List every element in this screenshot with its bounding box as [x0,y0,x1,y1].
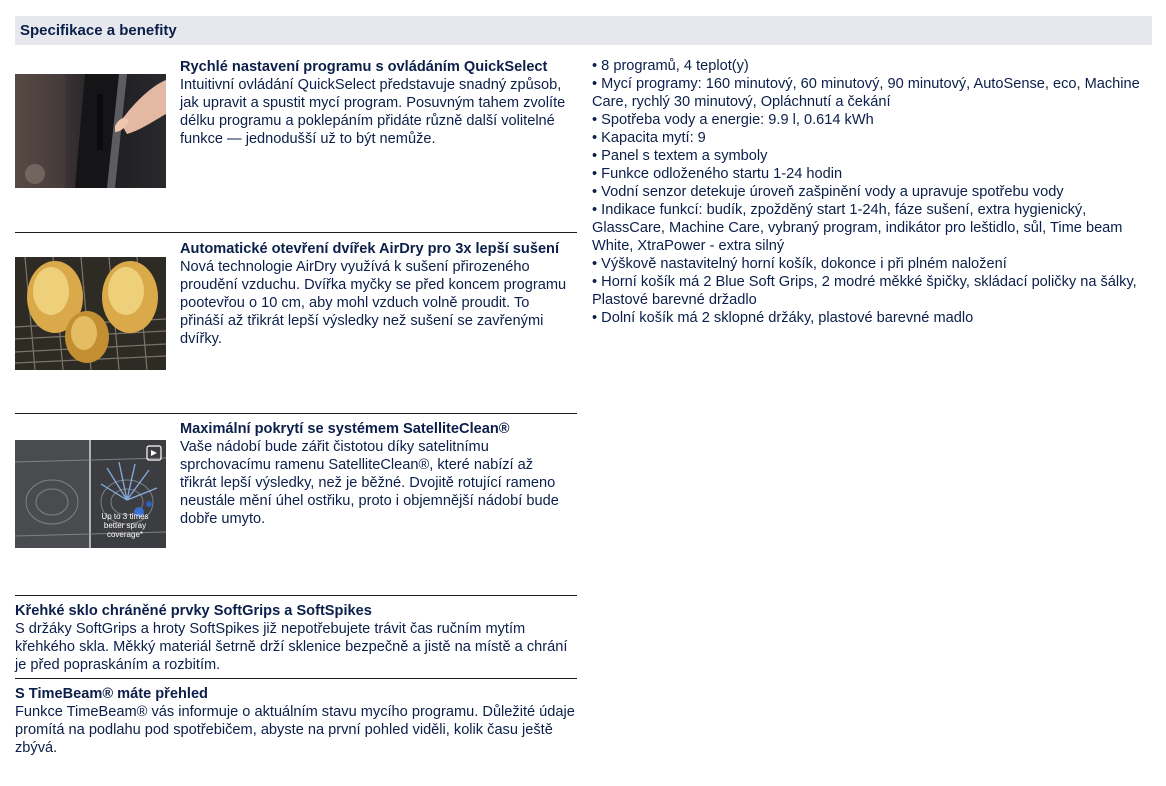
feature-softgrips [15,602,577,674]
feature-title: Maximální pokrytí se systémem SatelliteClean® [180,421,510,437]
divider [15,595,577,596]
feature-title: S TimeBeam® máte přehled [15,686,208,702]
divider [15,413,577,414]
section-header [15,16,1152,45]
spec-item: • Mycí programy: 160 minutový, 60 minutový, 90 minutový, AutoSense, eco, Machine Care, rychlý 30 minutový, Opláchnutí a čekání [592,76,1140,110]
feature-text: Intuitivní ovládání QuickSelect představuje snadný způsob, jak upravit a spustit mycí program. Posuvným tahem zvolíte délku programu a poklepáním přidáte různě další volitelné funkce — jednodušší už to být nemůže. [180,77,566,147]
feature-text: Nová technologie AirDry využívá k sušení přirozeného proudění vzduchu. Dvířka myčky se před koncem programu pootevřou o 10 cm, aby mohl vzduch volně proudit. To přináší až třikrát lepší výsledky než sušení se zavřenými dvířky. [180,259,567,347]
feature-title: Rychlé nastavení programu s ovládáním QuickSelect [180,59,548,75]
image-caption: Up to 3 times better spray coverage* [101,512,149,539]
divider [15,678,577,679]
airdry-image [15,257,166,370]
spec-item: • Indikace funkcí: budík, zpožděný start 1-24h, fáze sušení, extra hygienický, GlassCare, Machine Care, vybraný program, indikátor pro leštidlo, sůl, Time beam White, XtraPower - extra silný [592,202,1123,254]
spec-item: • Vodní senzor detekuje úroveň zašpinění vody a upravuje spotřebu vody [592,184,1064,200]
feature-title: Automatické otevření dvířek AirDry pro 3x lepší sušení [180,241,560,257]
feature-title: Křehké sklo chráněné prvky SoftGrips a SoftSpikes [15,603,372,619]
spec-item: • Funkce odloženého startu 1-24 hodin [592,166,843,182]
divider [15,232,577,233]
feature-timebeam [15,685,577,757]
spec-item: • Výškově nastavitelný horní košík, dokonce i při plném naložení [592,256,1007,272]
section-title: Specifikace a benefity [20,22,177,39]
spec-item: • Dolní košík má 2 sklopné držáky, plastové barevné madlo [592,310,974,326]
spec-item: • Spotřeba vody a energie: 9.9 l, 0.614 kWh [592,112,874,128]
feature-satelliteclean [180,420,572,528]
spec-item: • Horní košík má 2 Blue Soft Grips, 2 modré měkké špičky, skládací poličky na šálky, Plastové barevné držadlo [592,274,1137,308]
feature-text: Vaše nádobí bude zářit čistotou díky satelitnímu sprchovacímu ramenu SatelliteClean®, které nabízí až třikrát lepší výsledky, než je běžné. Dvojitě rotující rameno neustále mění úhel ostřiku, proto i objemnější nádobí bude dobře umyto. [180,439,559,527]
spec-item: • Kapacita mytí: 9 [592,130,706,146]
spec-list [592,57,1152,327]
feature-airdry [180,240,570,348]
quickselect-image [15,74,166,188]
feature-quickselect [180,58,577,148]
spec-item: • Panel s textem a symboly [592,148,768,164]
feature-text: S držáky SoftGrips a hroty SoftSpikes již nepotřebujete trávit čas ručním mytím křehkého skla. Měkký materiál šetrně drží sklenice bezpečně a jistě na místě a chrání je před popraskáním a rozbitím. [15,621,568,673]
feature-text: Funkce TimeBeam® vás informuje o aktuálním stavu mycího programu. Důležité údaje promítá na podlahu pod spotřebičem, abyste na první pohled viděli, kolik času ještě zbývá. [15,704,575,756]
satelliteclean-image [15,440,166,548]
spec-item: • 8 programů, 4 teplot(y) [592,58,749,74]
